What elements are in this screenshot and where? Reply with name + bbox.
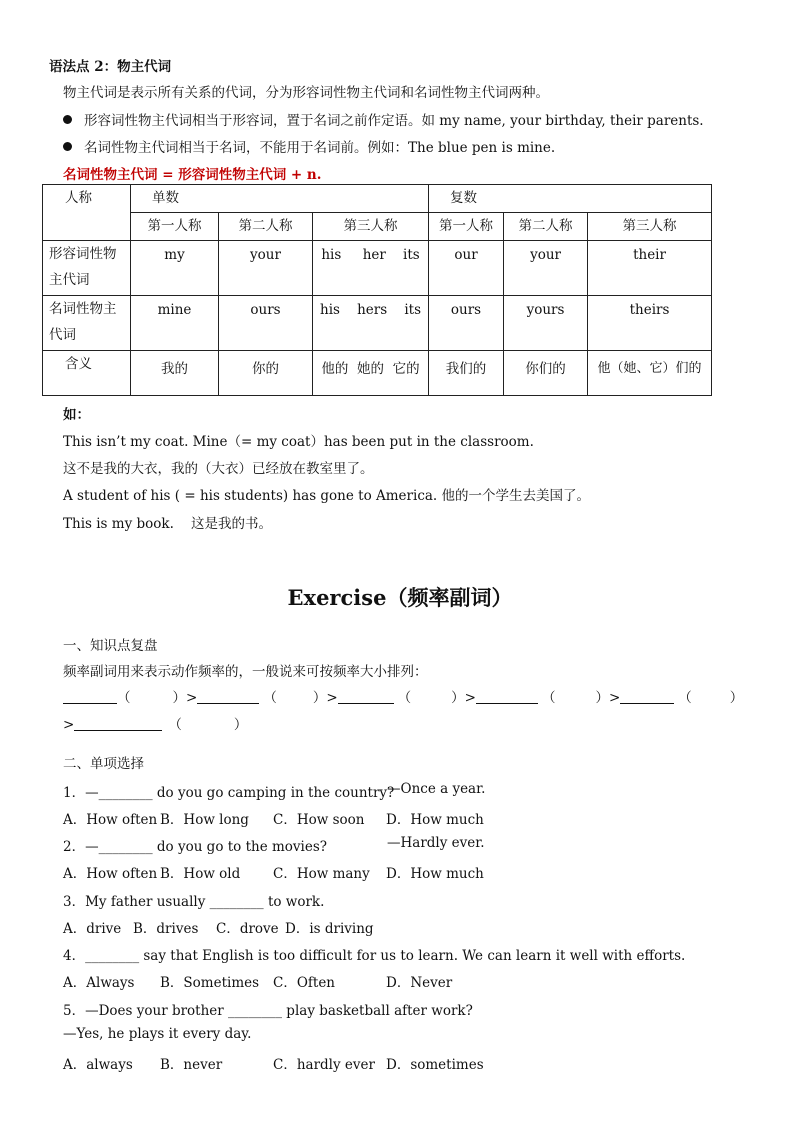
bullet-1-text: 形容词性物主代词相当于形容词，置于名词之前作定语。如 my name, your birthday, their parents. xyxy=(84,113,704,129)
row-label: 含义 xyxy=(43,351,131,396)
header-third-person-plural: 第三人称 xyxy=(588,213,712,241)
option-d[interactable]: D．How much xyxy=(386,812,484,828)
header-second-person: 第二人称 xyxy=(219,213,313,241)
table-cell: 你们的 xyxy=(504,351,588,396)
option-c[interactable]: C．Often xyxy=(273,975,336,991)
question-2: 2．—________ do you go to the movies? xyxy=(63,839,328,855)
bullet-icon xyxy=(63,115,72,124)
option-a[interactable]: A．How often xyxy=(63,866,158,882)
question-1: 1．—________ do you go camping in the country? xyxy=(63,785,395,801)
bullet-2-text: 名词性物主代词相当于名词，不能用于名词前。例如：The blue pen is mine. xyxy=(84,140,556,156)
option-d[interactable]: D．is driving xyxy=(285,921,374,937)
row-label: 形容词性物主代词 xyxy=(43,241,131,296)
table-cell: ours xyxy=(429,296,504,351)
table-cell: his hers its xyxy=(313,296,429,351)
section-2-heading: 二、单项选择 xyxy=(63,756,144,772)
example-line: This is my book. 这是我的书。 xyxy=(63,516,273,532)
exercise-title: Exercise（频率副词） xyxy=(287,585,513,610)
option-a[interactable]: A．Always xyxy=(63,975,135,991)
option-c[interactable]: C．hardly ever xyxy=(273,1057,375,1073)
table-cell: 我们的 xyxy=(429,351,504,396)
option-c[interactable]: C．How soon xyxy=(273,812,365,828)
option-c[interactable]: C．How many xyxy=(273,866,370,882)
answer-blank[interactable] xyxy=(63,689,117,704)
example-line: A student of his ( = his students) has gone to America. 他的一个学生去美国了。 xyxy=(63,488,591,504)
table-cell: your xyxy=(504,241,588,296)
person-label-cell: 人称 xyxy=(43,185,131,241)
section-1-intro: 频率副词用来表示动作频率的，一般说来可按频率大小排列： xyxy=(63,664,428,680)
grammar-bullet-1 xyxy=(63,109,704,129)
answer-blank[interactable] xyxy=(197,689,259,704)
pronoun-table xyxy=(42,184,712,396)
grammar-bullet-2 xyxy=(63,136,555,156)
option-a[interactable]: A．always xyxy=(63,1057,133,1073)
row-label: 名词性物主代词 xyxy=(43,296,131,351)
grammar-heading: 语法点 2：物主代词 xyxy=(49,59,172,75)
singular-label-cell: 单数 xyxy=(131,185,429,213)
table-cell: 我的 xyxy=(131,351,219,396)
option-a[interactable]: A．drive xyxy=(63,921,122,937)
grammar-intro: 物主代词是表示所有关系的代词，分为形容词性物主代词和名词性物主代词两种。 xyxy=(63,85,549,101)
option-b[interactable]: B．How old xyxy=(160,866,241,882)
answer-blank[interactable] xyxy=(476,689,538,704)
table-cell: my xyxy=(131,241,219,296)
header-third-person: 第三人称 xyxy=(313,213,429,241)
answer-blank[interactable] xyxy=(620,689,674,704)
table-row xyxy=(43,351,712,396)
table-cell: our xyxy=(429,241,504,296)
frequency-blanks-line-2: > （ ） xyxy=(63,717,248,733)
bullet-icon xyxy=(63,142,72,151)
table-cell: 你的 xyxy=(219,351,313,396)
table-row xyxy=(43,241,712,296)
question-1-reply: —Once a year. xyxy=(387,781,486,797)
question-2-reply: —Hardly ever. xyxy=(387,835,485,851)
question-5: 5．—Does your brother ________ play basketball after work? xyxy=(63,1003,473,1019)
answer-blank[interactable] xyxy=(74,716,162,731)
answer-blank[interactable] xyxy=(338,689,394,704)
option-b[interactable]: B．never xyxy=(160,1057,223,1073)
table-cell: ours xyxy=(219,296,313,351)
grammar-formula: 名词性物主代词 = 形容词性物主代词 + n. xyxy=(63,167,322,183)
header-second-person-plural: 第二人称 xyxy=(504,213,588,241)
plural-label-cell: 复数 xyxy=(429,185,712,213)
option-b[interactable]: B．Sometimes xyxy=(160,975,260,991)
table-cell: your xyxy=(219,241,313,296)
table-cell: 他（她、它）们的 xyxy=(588,351,712,396)
table-cell: his her its xyxy=(313,241,429,296)
option-d[interactable]: D．Never xyxy=(386,975,453,991)
section-1-heading: 一、知识点复盘 xyxy=(63,638,158,654)
frequency-blanks-line-1: （ ）> （ ）> （ ）> （ ）> （ ） xyxy=(63,686,743,706)
option-b[interactable]: B．drives xyxy=(133,921,199,937)
table-cell: theirs xyxy=(588,296,712,351)
question-4: 4．________ say that English is too difficult for us to learn. We can learn it well with efforts. xyxy=(63,948,686,964)
option-c[interactable]: C．drove xyxy=(216,921,279,937)
example-line: 这不是我的大衣，我的（大衣）已经放在教室里了。 xyxy=(63,461,374,477)
table-row xyxy=(43,296,712,351)
option-a[interactable]: A．How often xyxy=(63,812,158,828)
table-cell: their xyxy=(588,241,712,296)
example-line: This isn’t my coat. Mine（= my coat）has been put in the classroom. xyxy=(63,434,534,450)
header-first-person-plural: 第一人称 xyxy=(429,213,504,241)
question-3: 3．My father usually ________ to work. xyxy=(63,894,325,910)
table-cell: 他的 她的 它的 xyxy=(313,351,429,396)
option-d[interactable]: D．How much xyxy=(386,866,484,882)
examples-label: 如： xyxy=(63,407,90,423)
header-first-person: 第一人称 xyxy=(131,213,219,241)
option-d[interactable]: D．sometimes xyxy=(386,1057,484,1073)
table-cell: mine xyxy=(131,296,219,351)
question-5-reply: —Yes, he plays it every day. xyxy=(63,1026,252,1042)
table-cell: yours xyxy=(504,296,588,351)
option-b[interactable]: B．How long xyxy=(160,812,249,828)
